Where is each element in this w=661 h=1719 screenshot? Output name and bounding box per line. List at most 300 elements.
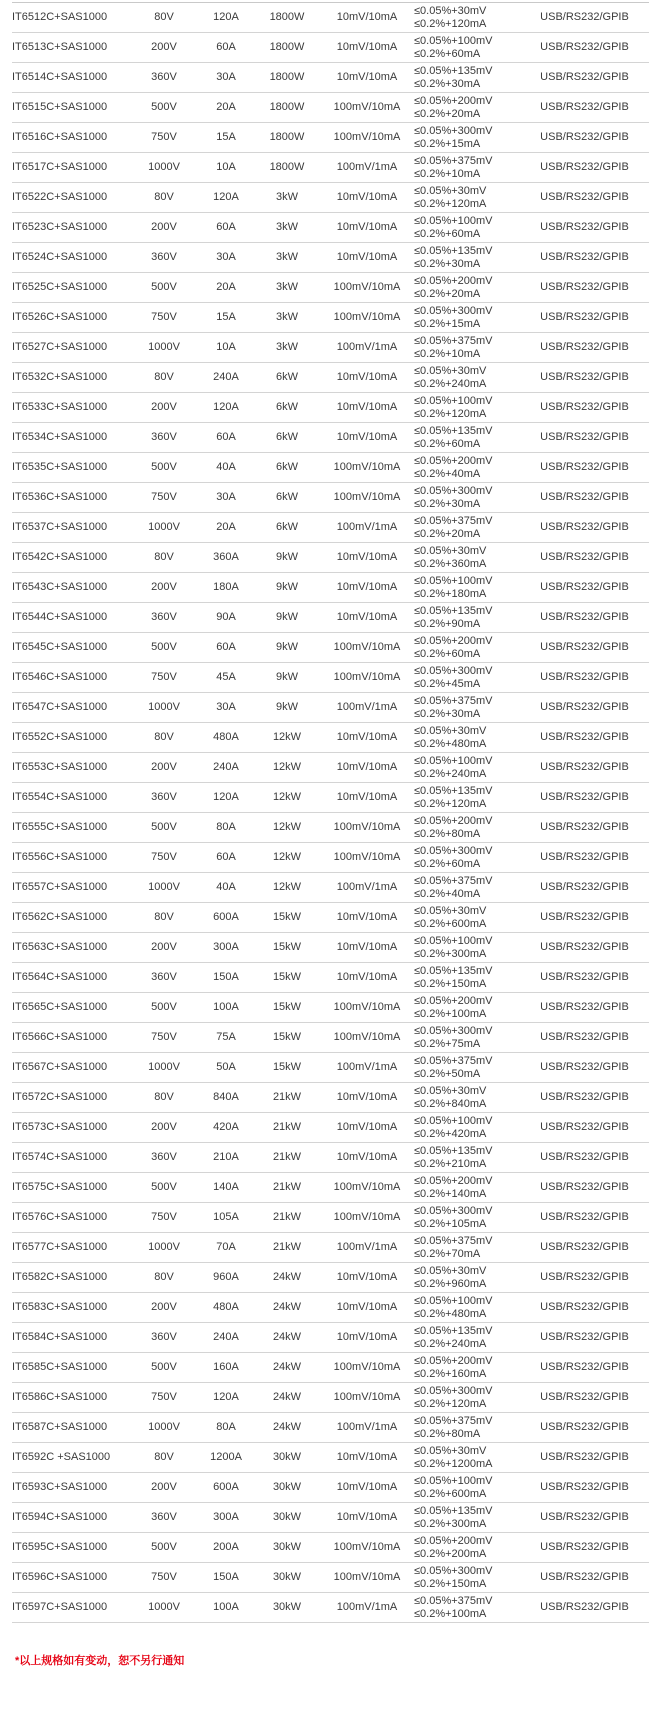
- current-cell: 90A: [216, 611, 236, 623]
- resolution-cell: 100mV/10mA: [333, 1211, 401, 1223]
- current-cell: 120A: [213, 401, 239, 413]
- current-cell: 10A: [216, 341, 236, 353]
- power-cell: 3kW: [276, 311, 298, 323]
- accuracy-voltage-line: ≤0.05%+100mV: [414, 1114, 493, 1127]
- model-cell: IT6593C+SAS1000: [12, 1481, 108, 1493]
- accuracy-current-line: ≤0.2%+15mA: [414, 137, 481, 150]
- accuracy-cell: [414, 423, 520, 453]
- power-cell: 21kW: [272, 1211, 302, 1223]
- accuracy-voltage-line: ≤0.05%+30mV: [414, 1444, 487, 1457]
- voltage-cell: 1000V: [148, 1601, 180, 1613]
- accuracy-current-line: ≤0.2%+90mA: [414, 617, 481, 630]
- voltage-cell: 200V: [151, 1301, 177, 1313]
- model-cell: IT6592C +SAS1000: [12, 1451, 111, 1463]
- table-row: [12, 1083, 649, 1113]
- model-cell: IT6594C+SAS1000: [12, 1511, 108, 1523]
- model-cell: IT6575C+SAS1000: [12, 1181, 108, 1193]
- table-row: [12, 1413, 649, 1443]
- accuracy-cell: [414, 153, 520, 183]
- accuracy-voltage-line: ≤0.05%+300mV: [414, 304, 493, 317]
- table-row: [12, 1143, 649, 1173]
- interface-cell: USB/RS232/GPIB: [540, 1061, 629, 1073]
- voltage-cell: 200V: [151, 41, 177, 53]
- resolution-cell: 100mV/1mA: [336, 341, 398, 353]
- model-cell: IT6545C+SAS1000: [12, 641, 108, 653]
- power-cell: 9kW: [276, 701, 298, 713]
- voltage-cell: 360V: [151, 791, 177, 803]
- accuracy-current-line: ≤0.2%+200mA: [414, 1547, 487, 1560]
- accuracy-voltage-line: ≤0.05%+300mV: [414, 1384, 493, 1397]
- accuracy-cell: [414, 993, 520, 1023]
- voltage-cell: 750V: [151, 851, 177, 863]
- voltage-cell: 500V: [151, 1541, 177, 1553]
- accuracy-cell: [414, 453, 520, 483]
- current-cell: 70A: [216, 1241, 236, 1253]
- accuracy-current-line: ≤0.2%+120mA: [414, 197, 487, 210]
- interface-cell: USB/RS232/GPIB: [540, 821, 629, 833]
- power-cell: 12kW: [272, 881, 302, 893]
- accuracy-current-line: ≤0.2%+45mA: [414, 677, 481, 690]
- accuracy-current-line: ≤0.2%+300mA: [414, 1517, 487, 1530]
- accuracy-voltage-line: ≤0.05%+100mV: [414, 214, 493, 227]
- resolution-cell: 100mV/1mA: [336, 1061, 398, 1073]
- resolution-cell: 10mV/10mA: [336, 581, 398, 593]
- accuracy-current-line: ≤0.2%+30mA: [414, 707, 481, 720]
- model-cell: IT6554C+SAS1000: [12, 791, 108, 803]
- accuracy-voltage-line: ≤0.05%+375mV: [414, 1414, 493, 1427]
- model-cell: IT6595C+SAS1000: [12, 1541, 108, 1553]
- table-row: [12, 33, 649, 63]
- table-row: [12, 93, 649, 123]
- model-cell: IT6574C+SAS1000: [12, 1151, 108, 1163]
- accuracy-current-line: ≤0.2%+105mA: [414, 1217, 487, 1230]
- accuracy-cell: [414, 1053, 520, 1083]
- power-cell: 30kW: [272, 1451, 302, 1463]
- model-cell: IT6535C+SAS1000: [12, 461, 108, 473]
- power-cell: 15kW: [272, 911, 302, 923]
- interface-cell: USB/RS232/GPIB: [540, 1151, 629, 1163]
- model-cell: IT6567C+SAS1000: [12, 1061, 108, 1073]
- power-cell: 9kW: [276, 671, 298, 683]
- interface-cell: USB/RS232/GPIB: [540, 731, 629, 743]
- current-cell: 240A: [213, 371, 239, 383]
- model-cell: IT6532C+SAS1000: [12, 371, 108, 383]
- model-cell: IT6584C+SAS1000: [12, 1331, 108, 1343]
- power-cell: 6kW: [276, 491, 298, 503]
- accuracy-voltage-line: ≤0.05%+135mV: [414, 244, 493, 257]
- interface-cell: USB/RS232/GPIB: [540, 1121, 629, 1133]
- resolution-cell: 10mV/10mA: [336, 431, 398, 443]
- accuracy-cell: [414, 693, 520, 723]
- interface-cell: USB/RS232/GPIB: [540, 791, 629, 803]
- accuracy-current-line: ≤0.2%+20mA: [414, 527, 481, 540]
- accuracy-voltage-line: ≤0.05%+135mV: [414, 1144, 493, 1157]
- power-cell: 21kW: [272, 1241, 302, 1253]
- table-row: [12, 393, 649, 423]
- accuracy-current-line: ≤0.2%+120mA: [414, 1397, 487, 1410]
- resolution-cell: 100mV/10mA: [333, 101, 401, 113]
- current-cell: 180A: [213, 581, 239, 593]
- accuracy-voltage-line: ≤0.05%+135mV: [414, 1504, 493, 1517]
- current-cell: 75A: [216, 1031, 236, 1043]
- accuracy-voltage-line: ≤0.05%+300mV: [414, 664, 493, 677]
- interface-cell: USB/RS232/GPIB: [540, 1241, 629, 1253]
- accuracy-current-line: ≤0.2%+100mA: [414, 1607, 487, 1620]
- resolution-cell: 100mV/10mA: [333, 131, 401, 143]
- accuracy-cell: [414, 1593, 520, 1623]
- accuracy-cell: [414, 483, 520, 513]
- accuracy-current-line: ≤0.2%+10mA: [414, 347, 481, 360]
- power-cell: 1800W: [269, 11, 305, 23]
- accuracy-cell: [414, 303, 520, 333]
- accuracy-current-line: ≤0.2%+240mA: [414, 1337, 487, 1350]
- voltage-cell: 1000V: [148, 701, 180, 713]
- power-cell: 3kW: [276, 341, 298, 353]
- accuracy-current-line: ≤0.2%+60mA: [414, 647, 481, 660]
- model-cell: IT6556C+SAS1000: [12, 851, 108, 863]
- accuracy-current-line: ≤0.2%+40mA: [414, 467, 481, 480]
- model-cell: IT6552C+SAS1000: [12, 731, 108, 743]
- interface-cell: USB/RS232/GPIB: [540, 671, 629, 683]
- resolution-cell: 10mV/10mA: [336, 551, 398, 563]
- model-cell: IT6585C+SAS1000: [12, 1361, 108, 1373]
- resolution-cell: 100mV/10mA: [333, 821, 401, 833]
- accuracy-voltage-line: ≤0.05%+100mV: [414, 1294, 493, 1307]
- interface-cell: USB/RS232/GPIB: [540, 191, 629, 203]
- interface-cell: USB/RS232/GPIB: [540, 521, 629, 533]
- interface-cell: USB/RS232/GPIB: [540, 641, 629, 653]
- current-cell: 120A: [213, 1391, 239, 1403]
- interface-cell: USB/RS232/GPIB: [540, 11, 629, 23]
- current-cell: 840A: [213, 1091, 239, 1103]
- model-cell: IT6524C+SAS1000: [12, 251, 108, 263]
- model-cell: IT6553C+SAS1000: [12, 761, 108, 773]
- resolution-cell: 100mV/1mA: [336, 701, 398, 713]
- power-cell: 30kW: [272, 1601, 302, 1613]
- accuracy-cell: [414, 1083, 520, 1113]
- power-cell: 1800W: [269, 41, 305, 53]
- interface-cell: USB/RS232/GPIB: [540, 161, 629, 173]
- accuracy-voltage-line: ≤0.05%+135mV: [414, 1324, 493, 1337]
- voltage-cell: 200V: [151, 761, 177, 773]
- current-cell: 40A: [216, 461, 236, 473]
- table-row: [12, 63, 649, 93]
- accuracy-current-line: ≤0.2%+600mA: [414, 917, 487, 930]
- accuracy-voltage-line: ≤0.05%+200mV: [414, 1174, 493, 1187]
- voltage-cell: 500V: [151, 641, 177, 653]
- power-cell: 24kW: [272, 1391, 302, 1403]
- accuracy-cell: [414, 1023, 520, 1053]
- power-cell: 24kW: [272, 1331, 302, 1343]
- interface-cell: USB/RS232/GPIB: [540, 911, 629, 923]
- current-cell: 480A: [213, 731, 239, 743]
- accuracy-cell: [414, 273, 520, 303]
- accuracy-current-line: ≤0.2%+210mA: [414, 1157, 487, 1170]
- resolution-cell: 100mV/1mA: [336, 521, 398, 533]
- accuracy-current-line: ≤0.2%+120mA: [414, 407, 487, 420]
- current-cell: 30A: [216, 251, 236, 263]
- accuracy-voltage-line: ≤0.05%+375mV: [414, 1054, 493, 1067]
- accuracy-voltage-line: ≤0.05%+100mV: [414, 394, 493, 407]
- accuracy-voltage-line: ≤0.05%+300mV: [414, 1024, 493, 1037]
- accuracy-cell: [414, 1143, 520, 1173]
- table-row: [12, 213, 649, 243]
- current-cell: 600A: [213, 911, 239, 923]
- power-cell: 9kW: [276, 641, 298, 653]
- interface-cell: USB/RS232/GPIB: [540, 851, 629, 863]
- interface-cell: USB/RS232/GPIB: [540, 71, 629, 83]
- interface-cell: USB/RS232/GPIB: [540, 1271, 629, 1283]
- accuracy-current-line: ≤0.2%+30mA: [414, 257, 481, 270]
- accuracy-cell: [414, 783, 520, 813]
- accuracy-cell: [414, 1203, 520, 1233]
- power-cell: 12kW: [272, 821, 302, 833]
- table-row: [12, 933, 649, 963]
- voltage-cell: 750V: [151, 1211, 177, 1223]
- interface-cell: USB/RS232/GPIB: [540, 1331, 629, 1343]
- interface-cell: USB/RS232/GPIB: [540, 1481, 629, 1493]
- table-row: [12, 903, 649, 933]
- accuracy-cell: [414, 1353, 520, 1383]
- current-cell: 60A: [216, 221, 236, 233]
- spec-table: [12, 2, 649, 1623]
- accuracy-cell: [414, 813, 520, 843]
- accuracy-cell: [414, 723, 520, 753]
- voltage-cell: 360V: [151, 611, 177, 623]
- model-cell: IT6515C+SAS1000: [12, 101, 108, 113]
- accuracy-voltage-line: ≤0.05%+200mV: [414, 1534, 493, 1547]
- voltage-cell: 360V: [151, 71, 177, 83]
- resolution-cell: 10mV/10mA: [336, 1121, 398, 1133]
- accuracy-voltage-line: ≤0.05%+200mV: [414, 274, 493, 287]
- voltage-cell: 500V: [151, 101, 177, 113]
- interface-cell: USB/RS232/GPIB: [540, 131, 629, 143]
- current-cell: 100A: [213, 1601, 239, 1613]
- model-cell: IT6525C+SAS1000: [12, 281, 108, 293]
- table-row: [12, 1053, 649, 1083]
- accuracy-voltage-line: ≤0.05%+375mV: [414, 1234, 493, 1247]
- current-cell: 200A: [213, 1541, 239, 1553]
- resolution-cell: 10mV/10mA: [336, 1091, 398, 1103]
- table-row: [12, 363, 649, 393]
- voltage-cell: 200V: [151, 581, 177, 593]
- accuracy-current-line: ≤0.2%+60mA: [414, 437, 481, 450]
- accuracy-voltage-line: ≤0.05%+300mV: [414, 1564, 493, 1577]
- interface-cell: USB/RS232/GPIB: [540, 431, 629, 443]
- model-cell: IT6537C+SAS1000: [12, 521, 108, 533]
- current-cell: 30A: [216, 491, 236, 503]
- accuracy-current-line: ≤0.2%+60mA: [414, 227, 481, 240]
- accuracy-cell: [414, 1473, 520, 1503]
- resolution-cell: 100mV/10mA: [333, 461, 401, 473]
- interface-cell: USB/RS232/GPIB: [540, 1421, 629, 1433]
- accuracy-voltage-line: ≤0.05%+30mV: [414, 364, 487, 377]
- voltage-cell: 1000V: [148, 341, 180, 353]
- interface-cell: USB/RS232/GPIB: [540, 881, 629, 893]
- accuracy-voltage-line: ≤0.05%+30mV: [414, 904, 487, 917]
- model-cell: IT6544C+SAS1000: [12, 611, 108, 623]
- resolution-cell: 10mV/10mA: [336, 41, 398, 53]
- accuracy-cell: [414, 63, 520, 93]
- accuracy-voltage-line: ≤0.05%+375mV: [414, 334, 493, 347]
- table-row: [12, 123, 649, 153]
- voltage-cell: 80V: [154, 551, 174, 563]
- current-cell: 105A: [213, 1211, 239, 1223]
- current-cell: 20A: [216, 101, 236, 113]
- current-cell: 40A: [216, 881, 236, 893]
- voltage-cell: 750V: [151, 491, 177, 503]
- interface-cell: USB/RS232/GPIB: [540, 1001, 629, 1013]
- accuracy-cell: [414, 1293, 520, 1323]
- accuracy-voltage-line: ≤0.05%+375mV: [414, 154, 493, 167]
- power-cell: 15kW: [272, 1031, 302, 1043]
- accuracy-cell: [414, 1533, 520, 1563]
- table-row: [12, 333, 649, 363]
- interface-cell: USB/RS232/GPIB: [540, 761, 629, 773]
- voltage-cell: 80V: [154, 191, 174, 203]
- current-cell: 360A: [213, 551, 239, 563]
- accuracy-current-line: ≤0.2%+30mA: [414, 77, 481, 90]
- model-cell: IT6546C+SAS1000: [12, 671, 108, 683]
- accuracy-cell: [414, 1263, 520, 1293]
- accuracy-cell: [414, 963, 520, 993]
- accuracy-cell: [414, 1503, 520, 1533]
- resolution-cell: 100mV/1mA: [336, 1421, 398, 1433]
- model-cell: IT6587C+SAS1000: [12, 1421, 108, 1433]
- power-cell: 3kW: [276, 191, 298, 203]
- voltage-cell: 750V: [151, 1031, 177, 1043]
- current-cell: 150A: [213, 971, 239, 983]
- model-cell: IT6517C+SAS1000: [12, 161, 108, 173]
- accuracy-voltage-line: ≤0.05%+30mV: [414, 4, 487, 17]
- power-cell: 3kW: [276, 281, 298, 293]
- table-row: [12, 1563, 649, 1593]
- voltage-cell: 80V: [154, 911, 174, 923]
- interface-cell: USB/RS232/GPIB: [540, 1571, 629, 1583]
- voltage-cell: 360V: [151, 251, 177, 263]
- accuracy-voltage-line: ≤0.05%+30mV: [414, 1084, 487, 1097]
- current-cell: 20A: [216, 281, 236, 293]
- accuracy-current-line: ≤0.2%+1200mA: [414, 1457, 493, 1470]
- resolution-cell: 10mV/10mA: [336, 1271, 398, 1283]
- voltage-cell: 360V: [151, 431, 177, 443]
- power-cell: 24kW: [272, 1361, 302, 1373]
- accuracy-cell: [414, 933, 520, 963]
- resolution-cell: 10mV/10mA: [336, 11, 398, 23]
- accuracy-cell: [414, 1563, 520, 1593]
- current-cell: 600A: [213, 1481, 239, 1493]
- voltage-cell: 360V: [151, 971, 177, 983]
- power-cell: 21kW: [272, 1091, 302, 1103]
- resolution-cell: 10mV/10mA: [336, 71, 398, 83]
- power-cell: 1800W: [269, 101, 305, 113]
- accuracy-current-line: ≤0.2%+40mA: [414, 887, 481, 900]
- resolution-cell: 100mV/10mA: [333, 1541, 401, 1553]
- voltage-cell: 360V: [151, 1151, 177, 1163]
- voltage-cell: 200V: [151, 1481, 177, 1493]
- accuracy-cell: [414, 573, 520, 603]
- power-cell: 12kW: [272, 731, 302, 743]
- current-cell: 10A: [216, 161, 236, 173]
- table-row: [12, 813, 649, 843]
- model-cell: IT6547C+SAS1000: [12, 701, 108, 713]
- accuracy-cell: [414, 513, 520, 543]
- accuracy-current-line: ≤0.2%+80mA: [414, 827, 481, 840]
- accuracy-cell: [414, 93, 520, 123]
- interface-cell: USB/RS232/GPIB: [540, 1601, 629, 1613]
- accuracy-current-line: ≤0.2%+180mA: [414, 587, 487, 600]
- table-row: [12, 1203, 649, 1233]
- interface-cell: USB/RS232/GPIB: [540, 1391, 629, 1403]
- current-cell: 100A: [213, 1001, 239, 1013]
- accuracy-cell: [414, 1323, 520, 1353]
- interface-cell: USB/RS232/GPIB: [540, 251, 629, 263]
- table-row: [12, 423, 649, 453]
- accuracy-voltage-line: ≤0.05%+135mV: [414, 964, 493, 977]
- accuracy-cell: [414, 393, 520, 423]
- model-cell: IT6566C+SAS1000: [12, 1031, 108, 1043]
- accuracy-current-line: ≤0.2%+100mA: [414, 1007, 487, 1020]
- model-cell: IT6513C+SAS1000: [12, 41, 108, 53]
- accuracy-voltage-line: ≤0.05%+30mV: [414, 724, 487, 737]
- accuracy-current-line: ≤0.2%+960mA: [414, 1277, 487, 1290]
- table-row: [12, 873, 649, 903]
- table-row: [12, 183, 649, 213]
- table-row: [12, 303, 649, 333]
- resolution-cell: 100mV/10mA: [333, 491, 401, 503]
- resolution-cell: 10mV/10mA: [336, 191, 398, 203]
- accuracy-cell: [414, 213, 520, 243]
- current-cell: 420A: [213, 1121, 239, 1133]
- power-cell: 9kW: [276, 611, 298, 623]
- accuracy-voltage-line: ≤0.05%+200mV: [414, 634, 493, 647]
- voltage-cell: 750V: [151, 1391, 177, 1403]
- resolution-cell: 10mV/10mA: [336, 731, 398, 743]
- accuracy-voltage-line: ≤0.05%+100mV: [414, 1474, 493, 1487]
- accuracy-voltage-line: ≤0.05%+135mV: [414, 784, 493, 797]
- accuracy-voltage-line: ≤0.05%+100mV: [414, 754, 493, 767]
- interface-cell: USB/RS232/GPIB: [540, 311, 629, 323]
- model-cell: IT6557C+SAS1000: [12, 881, 108, 893]
- resolution-cell: 100mV/10mA: [333, 1031, 401, 1043]
- power-cell: 12kW: [272, 791, 302, 803]
- voltage-cell: 200V: [151, 401, 177, 413]
- resolution-cell: 100mV/10mA: [333, 1001, 401, 1013]
- power-cell: 30kW: [272, 1481, 302, 1493]
- voltage-cell: 360V: [151, 1331, 177, 1343]
- table-row: [12, 753, 649, 783]
- accuracy-current-line: ≤0.2%+240mA: [414, 377, 487, 390]
- accuracy-voltage-line: ≤0.05%+300mV: [414, 124, 493, 137]
- resolution-cell: 10mV/10mA: [336, 1451, 398, 1463]
- current-cell: 80A: [216, 1421, 236, 1433]
- accuracy-voltage-line: ≤0.05%+30mV: [414, 544, 487, 557]
- interface-cell: USB/RS232/GPIB: [540, 1511, 629, 1523]
- resolution-cell: 10mV/10mA: [336, 611, 398, 623]
- interface-cell: USB/RS232/GPIB: [540, 221, 629, 233]
- power-cell: 9kW: [276, 551, 298, 563]
- resolution-cell: 10mV/10mA: [336, 941, 398, 953]
- resolution-cell: 10mV/10mA: [336, 1301, 398, 1313]
- voltage-cell: 80V: [154, 11, 174, 23]
- power-cell: 9kW: [276, 581, 298, 593]
- power-cell: 24kW: [272, 1271, 302, 1283]
- interface-cell: USB/RS232/GPIB: [540, 401, 629, 413]
- model-cell: IT6586C+SAS1000: [12, 1391, 108, 1403]
- accuracy-cell: [414, 1173, 520, 1203]
- accuracy-voltage-line: ≤0.05%+200mV: [414, 454, 493, 467]
- model-cell: IT6597C+SAS1000: [12, 1601, 108, 1613]
